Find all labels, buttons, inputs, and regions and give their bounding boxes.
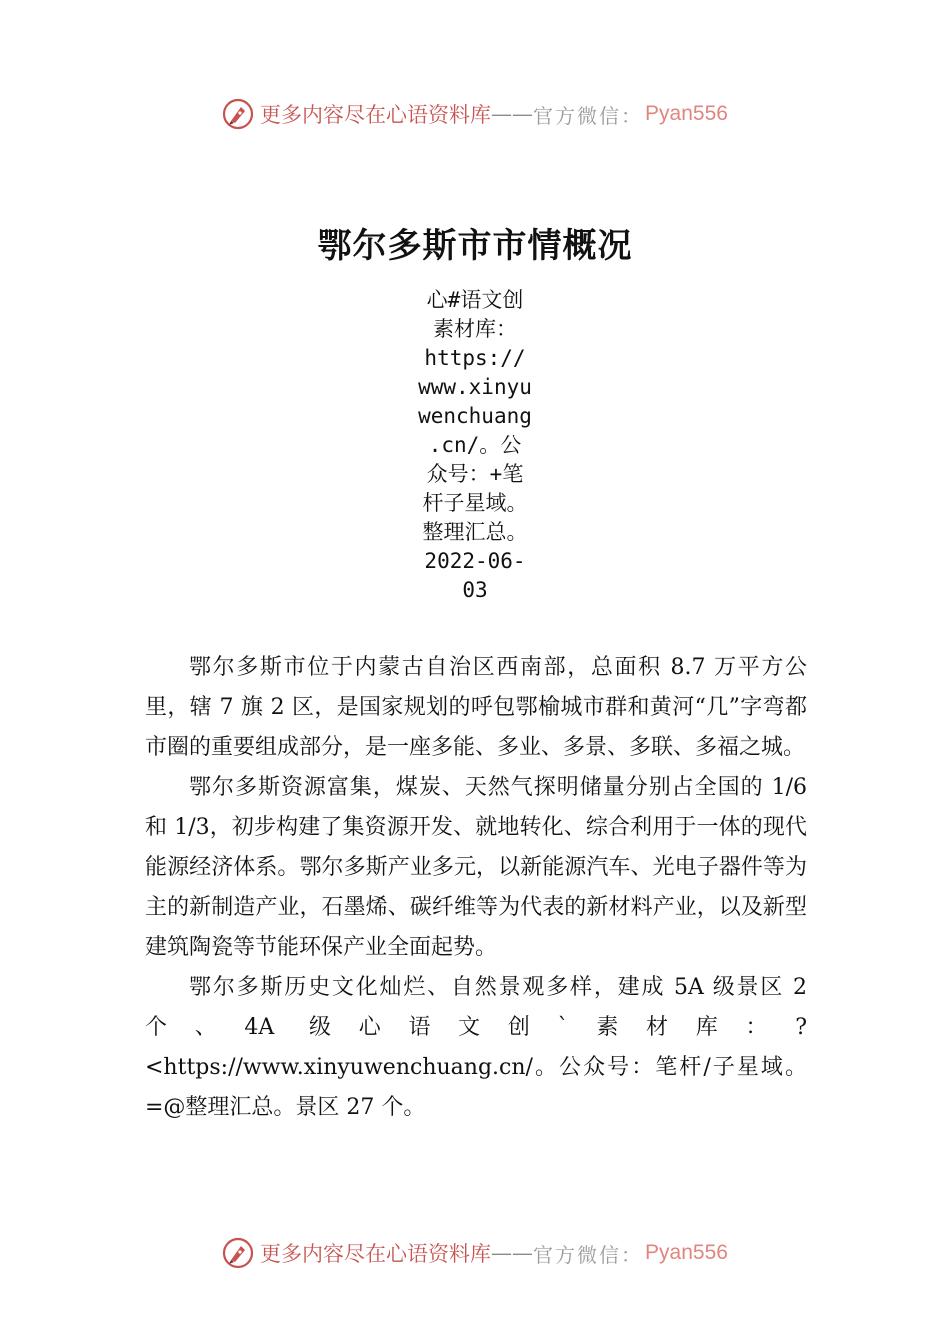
banner-wechat-id: Pyan556 xyxy=(645,1241,728,1264)
banner-official-label: 官方微信： xyxy=(533,1242,644,1267)
source-line: 2022-06- xyxy=(424,549,526,573)
pen-nib-logo-icon xyxy=(222,1237,254,1269)
banner-brand-text: 更多内容尽在心语资料库 xyxy=(260,103,492,127)
footer-banner xyxy=(0,1233,950,1273)
header-banner xyxy=(0,94,950,134)
source-line: https:// xyxy=(424,346,526,370)
banner-separator: —— xyxy=(491,1241,534,1265)
document-title: 鄂尔多斯市市情概况 xyxy=(317,226,633,266)
banner-separator: —— xyxy=(491,102,534,126)
source-line: 心#语文创 xyxy=(426,288,524,312)
source-line: www.xinyu xyxy=(418,375,532,399)
source-line: 素材库： xyxy=(433,317,517,341)
source-line: .cn/。公 xyxy=(428,433,522,457)
paragraph-resources: 鄂尔多斯资源富集，煤炭、天然气探明储量分别占全国的 1/6 和 1/3，初步构建了集资源开发、就地转化、综合利用于一体的现代能源经济体系。鄂尔多斯产业多元，以新能源汽车、光电子器件等为主的新制造产业，石墨烯、碳纤维等为代表的新材料产业，以及新型建筑陶瓷等节能环保产业全面起势。 xyxy=(145,775,807,960)
banner-brand-text: 更多内容尽在心语资料库 xyxy=(260,1242,492,1266)
source-note-block xyxy=(410,286,540,605)
document-body xyxy=(145,648,807,1128)
source-line: 整理汇总。 xyxy=(422,520,528,544)
paragraph-culture: 鄂尔多斯历史文化灿烂、自然景观多样，建成 5A 级景区 2 个、4A 级心语文创`素材库：?<https://www.xinyuwenchuang.cn/。公众号：笔杆/子星域。=@整理汇总。景区 27 个。 xyxy=(145,975,807,1120)
banner-official-label: 官方微信： xyxy=(533,103,644,128)
banner-wechat-id: Pyan556 xyxy=(645,102,728,125)
source-line: 众号：+笔 xyxy=(426,462,524,486)
source-line: 03 xyxy=(462,578,488,602)
source-line: wenchuang xyxy=(418,404,532,428)
paragraph-location: 鄂尔多斯市位于内蒙古自治区西南部，总面积 8.7 万平方公里，辖 7 旗 2 区，是国家规划的呼包鄂榆城市群和黄河“几”字弯都市圈的重要组成部分，是一座多能、多业、多景、多联、多福之城。 xyxy=(145,655,807,760)
source-line: 杆子星域。 xyxy=(422,491,528,515)
pen-nib-logo-icon xyxy=(222,98,254,130)
